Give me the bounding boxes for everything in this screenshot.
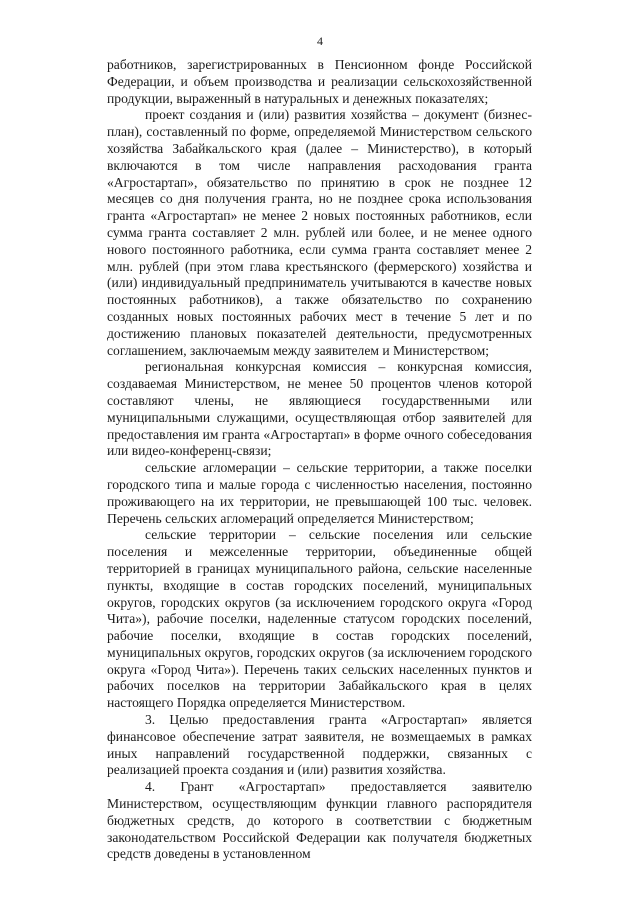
- paragraph-business-plan-definition: проект создания и (или) развития хозяйства – документ (бизнес-план), составленный по форме, определяемой Министерством сельского хозяйства Забайкальского края (далее – Министерство), в который включаются в том числе направления расходования гранта «Агростартап», обязательство по принятию в срок не позднее 12 месяцев со дня получения гранта, но не позднее срока использования гранта «Агростартап» не менее 2 новых постоянных работников, если сумма гранта составляет 2 млн. рублей или более, и не менее одного нового постоянного работника, если сумма гранта составляет менее 2 млн. рублей (при этом глава крестьянского (фермерского) хозяйства и (или) индивидуальный предприниматель учитываются в качестве новых постоянных работников), а также обязательство по сохранению созданных новых постоянных рабочих мест в течение 5 лет и по достижению плановых показателей деятельности, предусмотренных соглашением, заключаемым между заявителем и Министерством;: [107, 107, 532, 358]
- paragraph-clause-4: 4. Грант «Агростартап» предоставляется заявителю Министерством, осуществляющим функции главного распорядителя бюджетных средств, до которого в соответствии с бюджетным законодательством Российской Федерации как получателя бюджетных средств доведены в установленном: [107, 779, 532, 862]
- paragraph-continuation: работников, зарегистрированных в Пенсионном фонде Российской Федерации, и объем производства и реализации сельскохозяйственной продукции, выраженный в натуральных и денежных показателях;: [107, 57, 532, 106]
- document-body: [107, 57, 532, 863]
- paragraph-rural-territories-definition: сельские территории – сельские поселения или сельские поселения и межселенные территории, объединенные общей территорией в границах муниципального района, сельские населенные пункты, входящие в состав городских поселений, муниципальных округов, городских округов (за исключением городского округа «Город Чита»), рабочие поселки, наделенные статусом городских поселений, рабочие поселки, входящие в состав городских поселений, муниципальных округов, городских округов (за исключением городского округа «Город Чита»). Перечень таких сельских населенных пунктов и рабочих поселков на территории Забайкальского края в целях настоящего Порядка определяется Министерством.: [107, 527, 532, 711]
- page-number: 4: [317, 34, 323, 48]
- paragraph-commission-definition: региональная конкурсная комиссия – конкурсная комиссия, создаваемая Министерством, не менее 50 процентов членов которой составляют члены, не являющиеся государственными или муниципальными служащими, осуществляющая отбор заявителей для предоставления им гранта «Агростартап» в форме очного собеседования или видео-конференц-связи;: [107, 359, 532, 459]
- paragraph-agglomerations-definition: сельские агломерации – сельские территории, а также поселки городского типа и малые города с численностью населения, постоянно проживающего на их территории, не превышающей 100 тыс. человек. Перечень сельских агломераций определяется Министерством;: [107, 460, 532, 526]
- paragraph-clause-3: 3. Целью предоставления гранта «Агростартап» является финансовое обеспечение затрат заявителя, не возмещаемых в рамках иных направлений государственной поддержки, связанных с реализацией проекта создания и (или) развития хозяйства.: [107, 712, 532, 778]
